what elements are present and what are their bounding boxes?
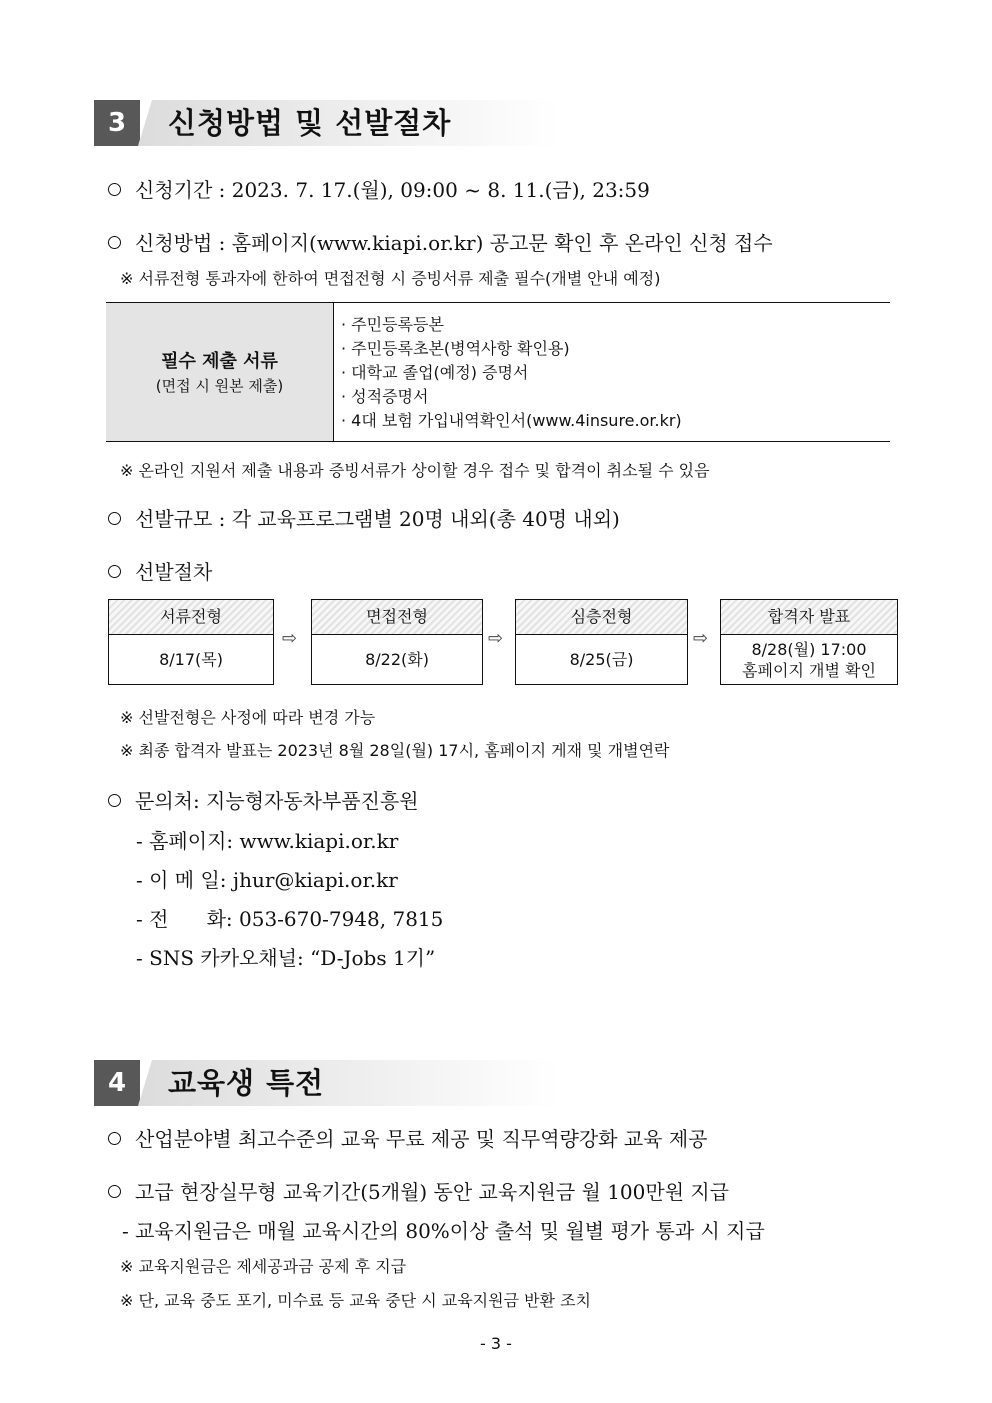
circle-bullet-icon [108, 512, 121, 525]
allowance-note: ※ 교육지원금은 제세공과금 공제 후 지급 [120, 1257, 407, 1276]
benefit-allowance [108, 1176, 729, 1205]
section-4-title: 교육생 특전 [168, 1066, 325, 1100]
contact-phone: - 전 화: 053-670-7948, 7815 [136, 907, 444, 931]
circle-bullet-icon [108, 1185, 121, 1198]
benefit-free-education-text: 산업분야별 최고수준의 교육 무료 제공 및 직무역량강화 교육 제공 [135, 1127, 708, 1151]
section-4-number: 4 [94, 1060, 140, 1106]
required-documents-label: 필수 제출 서류 [161, 351, 278, 372]
section-3-title: 신청방법 및 선발절차 [168, 106, 452, 140]
step-title: 서류전형 [109, 600, 273, 635]
selection-scale [108, 503, 620, 532]
required-documents-sublabel: (면접 시 원본 제출) [155, 377, 284, 395]
circle-bullet-icon [108, 565, 121, 578]
section-4-header [94, 1060, 554, 1106]
step-document-screening [108, 599, 274, 685]
document-item: · 주민등록초본(병역사항 확인용) [341, 339, 570, 358]
contact-sns: - SNS 카카오채널: “D-Jobs 1기” [136, 946, 436, 970]
document-item: · 성적증명서 [341, 387, 429, 406]
benefit-allowance-text: 고급 현장실무형 교육기간(5개월) 동안 교육지원금 월 100만원 지급 [135, 1180, 730, 1204]
step-announcement [720, 599, 898, 685]
step-title: 합격자 발표 [721, 600, 897, 635]
application-period [108, 174, 650, 203]
application-method [108, 227, 773, 256]
allowance-note: ※ 단, 교육 중도 포기, 미수료 등 교육 중단 시 교육지원금 반환 조치 [120, 1291, 592, 1310]
required-documents-label-cell [106, 303, 334, 441]
step-date: 8/28(월) 17:00 홈페이지 개별 확인 [742, 639, 876, 680]
selection-process [108, 556, 212, 585]
step-interview [311, 599, 483, 685]
step-title: 심층전형 [516, 600, 687, 635]
contact [108, 785, 419, 814]
documents-note: ※ 온라인 지원서 제출 내용과 증빙서류가 상이할 경우 접수 및 합격이 취소될 수 있음 [120, 461, 710, 480]
step-title: 면접전형 [312, 600, 482, 635]
required-documents-table [106, 302, 890, 442]
process-note: ※ 선발전형은 사정에 따라 변경 가능 [120, 708, 376, 727]
section-3-header [94, 100, 554, 146]
step-date: 8/17(목) [159, 650, 223, 669]
required-documents-list [341, 313, 682, 433]
benefit-free-education [108, 1123, 708, 1152]
contact-email: - 이 메 일: jhur@kiapi.or.kr [136, 868, 398, 892]
step-date: 8/22(화) [365, 650, 429, 669]
allowance-condition: - 교육지원금은 매월 교육시간의 80%이상 출석 및 월별 평가 통과 시 지급 [122, 1219, 765, 1243]
right-arrow-icon: ⇨ [488, 628, 504, 649]
right-arrow-icon: ⇨ [282, 628, 298, 649]
circle-bullet-icon [108, 236, 121, 249]
method-note: ※ 서류전형 통과자에 한하여 면접전형 시 증빙서류 제출 필수(개별 안내 예정) [120, 269, 661, 288]
document-item: · 4대 보험 가입내역확인서(www.4insure.or.kr) [341, 411, 682, 430]
document-item: · 대학교 졸업(예정) 증명서 [341, 363, 529, 382]
process-note: ※ 최종 합격자 발표는 2023년 8월 28일(월) 17시, 홈페이지 게재 및 개별연락 [120, 741, 670, 760]
contact-homepage: - 홈페이지: www.kiapi.or.kr [136, 829, 399, 853]
selection-process-label: 선발절차 [135, 560, 213, 584]
circle-bullet-icon [108, 183, 121, 196]
application-method-text: 신청방법 : 홈페이지(www.kiapi.or.kr) 공고문 확인 후 온라인 신청 접수 [135, 231, 773, 255]
circle-bullet-icon [108, 794, 121, 807]
document-item: · 주민등록등본 [341, 315, 444, 334]
circle-bullet-icon [108, 1132, 121, 1145]
application-period-text: 신청기간 : 2023. 7. 17.(월), 09:00 ~ 8. 11.(금), 23:59 [135, 178, 650, 202]
selection-scale-text: 선발규모 : 각 교육프로그램별 20명 내외(총 40명 내외) [135, 507, 620, 531]
step-date: 8/25(금) [569, 650, 634, 669]
step-in-depth-screening [515, 599, 688, 685]
section-3-number: 3 [94, 100, 140, 146]
page-number: - 3 - [480, 1334, 512, 1353]
right-arrow-icon: ⇨ [693, 628, 709, 649]
contact-label: 문의처: 지능형자동차부품진흥원 [135, 789, 419, 813]
